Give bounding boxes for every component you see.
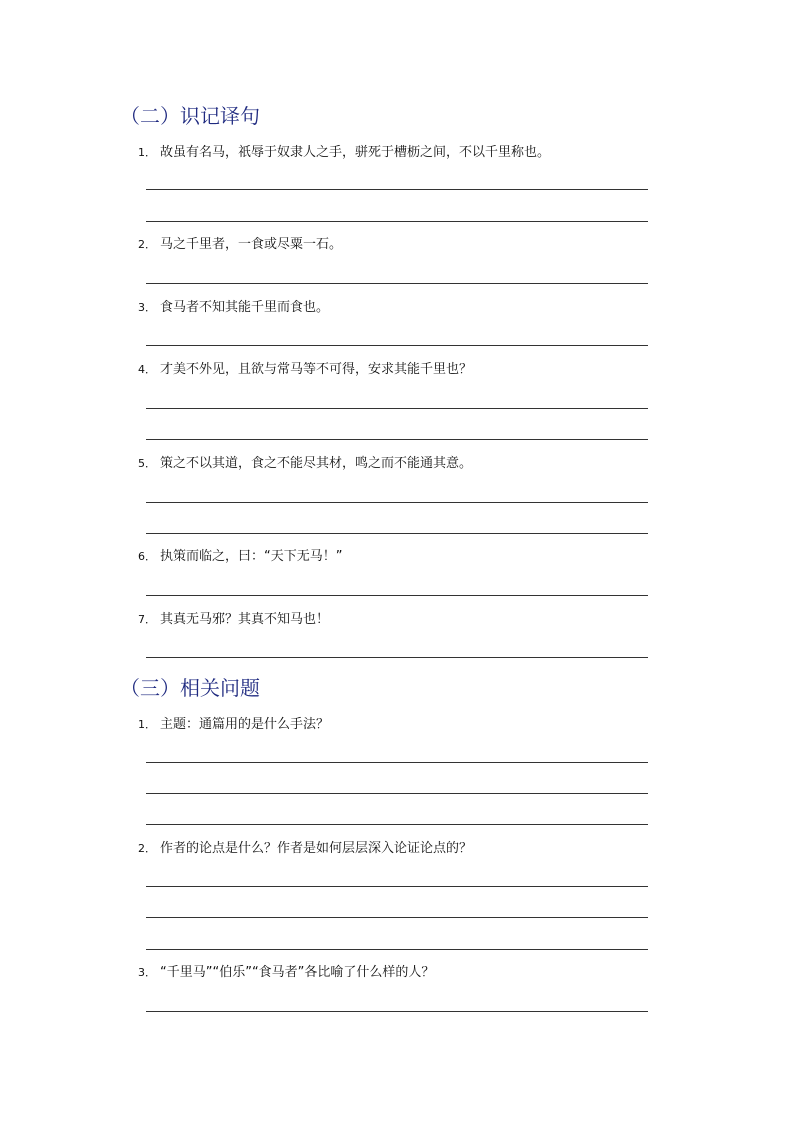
question-text: 主题：通篇用的是什么手法？ — [160, 717, 330, 732]
answer-line[interactable] — [146, 283, 648, 284]
answer-line[interactable] — [146, 824, 648, 825]
question-number: 3． — [138, 966, 156, 979]
question-number: 7． — [138, 613, 156, 626]
question-text: 故虽有名马，祇辱于奴隶人之手，骈死于槽枥之间，不以千里称也。 — [160, 145, 551, 160]
answer-line[interactable] — [146, 533, 648, 534]
answer-line[interactable] — [146, 595, 648, 596]
answer-line[interactable] — [146, 1011, 648, 1012]
answer-line[interactable] — [146, 949, 648, 950]
question-text: 策之不以其道，食之不能尽其材，鸣之而不能通其意。 — [160, 456, 473, 471]
question-text: 才美不外见，且欲与常马等不可得，安求其能千里也？ — [160, 362, 473, 377]
question-item — [138, 144, 550, 162]
question-number: 2． — [138, 842, 156, 855]
question-number: 6． — [138, 550, 156, 563]
question-item — [138, 548, 342, 566]
question-number: 1． — [138, 146, 156, 159]
answer-line[interactable] — [146, 345, 648, 346]
section-2-heading: （二）识记译句 — [120, 104, 260, 128]
answer-line[interactable] — [146, 762, 648, 763]
question-number: 5． — [138, 457, 156, 470]
answer-line[interactable] — [146, 657, 648, 658]
question-number: 2． — [138, 238, 156, 251]
question-item — [138, 840, 472, 858]
question-item — [138, 299, 329, 317]
answer-line[interactable] — [146, 221, 648, 222]
question-text: 其真无马邪？其真不知马也！ — [160, 612, 330, 627]
answer-line[interactable] — [146, 502, 648, 503]
question-item — [138, 964, 434, 982]
answer-line[interactable] — [146, 408, 648, 409]
question-item — [138, 236, 342, 254]
section-3-heading: （三）相关问题 — [120, 676, 260, 700]
question-text: 执策而临之，曰：“天下无马！” — [160, 549, 343, 564]
question-number: 1． — [138, 718, 156, 731]
question-text: “千里马”“伯乐”“食马者”各比喻了什么样的人？ — [160, 965, 435, 980]
question-item — [138, 716, 329, 734]
question-text: 食马者不知其能千里而食也。 — [160, 300, 330, 315]
answer-line[interactable] — [146, 793, 648, 794]
question-number: 4． — [138, 363, 156, 376]
question-text: 作者的论点是什么？作者是如何层层深入论证论点的？ — [160, 841, 473, 856]
answer-line[interactable] — [146, 189, 648, 190]
question-item — [138, 611, 329, 629]
answer-line[interactable] — [146, 917, 648, 918]
answer-line[interactable] — [146, 886, 648, 887]
question-text: 马之千里者，一食或尽粟一石。 — [160, 237, 343, 252]
question-item — [138, 361, 472, 379]
answer-line[interactable] — [146, 439, 648, 440]
question-item — [138, 455, 472, 473]
question-number: 3． — [138, 301, 156, 314]
